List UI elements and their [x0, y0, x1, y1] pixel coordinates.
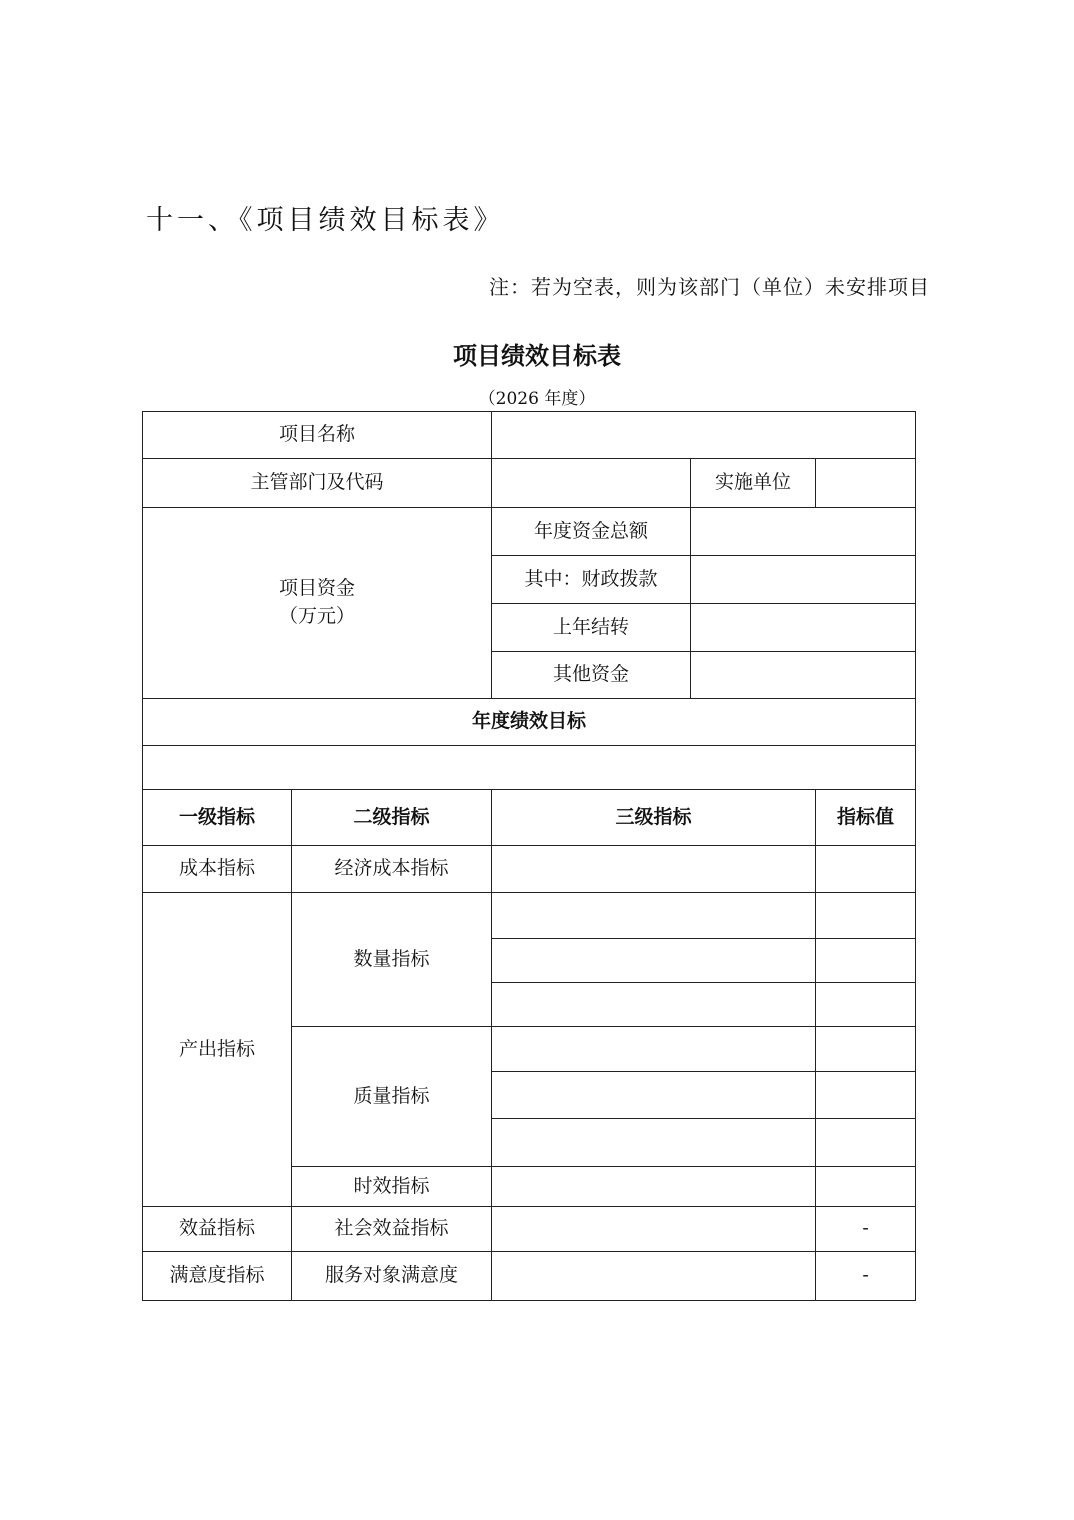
funds-label: 项目资金	[279, 577, 356, 600]
quantity-indicator: 数量指标	[292, 893, 492, 1027]
satisfaction-indicator: 满意度指标	[143, 1252, 292, 1301]
service-satisfaction-indicator: 服务对象满意度	[292, 1252, 492, 1301]
table-row	[143, 846, 916, 893]
level3-cell[interactable]	[492, 893, 816, 939]
cost-indicator: 成本指标	[143, 846, 292, 893]
section-heading: 十一、《项目绩效目标表》	[146, 205, 505, 236]
table-row	[143, 699, 916, 746]
output-indicator: 产出指标	[143, 893, 292, 1207]
table-year: （2026 年度）	[478, 389, 596, 409]
level3-cell[interactable]	[492, 983, 816, 1027]
table-row	[143, 746, 916, 790]
level3-cell[interactable]	[492, 1167, 816, 1207]
econ-cost-indicator: 经济成本指标	[292, 846, 492, 893]
value-cell[interactable]	[816, 1072, 916, 1119]
level3-cell[interactable]	[492, 1072, 816, 1119]
carryover-value[interactable]	[691, 604, 916, 652]
annual-goal-label: 年度绩效目标	[143, 699, 916, 746]
level3-cell[interactable]	[492, 1207, 816, 1252]
level3-cell[interactable]	[492, 1119, 816, 1167]
value-cell[interactable]	[816, 846, 916, 893]
performance-target-table	[142, 411, 916, 1301]
table-row	[143, 1207, 916, 1252]
value-cell[interactable]	[816, 1027, 916, 1072]
benefit-indicator: 效益指标	[143, 1207, 292, 1252]
project-name-value[interactable]	[492, 412, 916, 459]
table-row	[143, 508, 916, 556]
impl-unit-label: 实施单位	[691, 459, 816, 508]
other-funds-label: 其他资金	[492, 652, 691, 699]
annual-goal-value[interactable]	[143, 746, 916, 790]
table-row	[143, 412, 916, 459]
header-level2: 二级指标	[292, 790, 492, 846]
value-cell[interactable]	[816, 893, 916, 939]
header-level3: 三级指标	[492, 790, 816, 846]
social-benefit-indicator: 社会效益指标	[292, 1207, 492, 1252]
fiscal-label: 其中：财政拨款	[492, 556, 691, 604]
other-funds-value[interactable]	[691, 652, 916, 699]
header-value: 指标值	[816, 790, 916, 846]
funds-unit: （万元）	[279, 605, 356, 627]
value-cell[interactable]	[816, 1167, 916, 1207]
fiscal-value[interactable]	[691, 556, 916, 604]
level3-cell[interactable]	[492, 846, 816, 893]
table-row	[143, 459, 916, 508]
dept-code-label: 主管部门及代码	[143, 459, 492, 508]
project-funds-label	[143, 508, 492, 699]
table-row	[143, 893, 916, 939]
annual-total-label: 年度资金总额	[492, 508, 691, 556]
indicator-header-row	[143, 790, 916, 846]
carryover-label: 上年结转	[492, 604, 691, 652]
value-cell[interactable]	[816, 1119, 916, 1167]
table-title: 项目绩效目标表	[453, 342, 621, 370]
social-benefit-value: -	[816, 1207, 916, 1252]
project-name-label: 项目名称	[143, 412, 492, 459]
table-row	[143, 1252, 916, 1301]
level3-cell[interactable]	[492, 939, 816, 983]
quality-indicator: 质量指标	[292, 1027, 492, 1167]
header-level1: 一级指标	[143, 790, 292, 846]
impl-unit-value[interactable]	[816, 459, 916, 508]
annual-total-value[interactable]	[691, 508, 916, 556]
value-cell[interactable]	[816, 983, 916, 1027]
level3-cell[interactable]	[492, 1252, 816, 1301]
timeliness-indicator: 时效指标	[292, 1167, 492, 1207]
empty-table-note: 注：若为空表，则为该部门（单位）未安排项目	[489, 275, 930, 299]
level3-cell[interactable]	[492, 1027, 816, 1072]
service-satisfaction-value: -	[816, 1252, 916, 1301]
dept-code-value[interactable]	[492, 459, 691, 508]
value-cell[interactable]	[816, 939, 916, 983]
